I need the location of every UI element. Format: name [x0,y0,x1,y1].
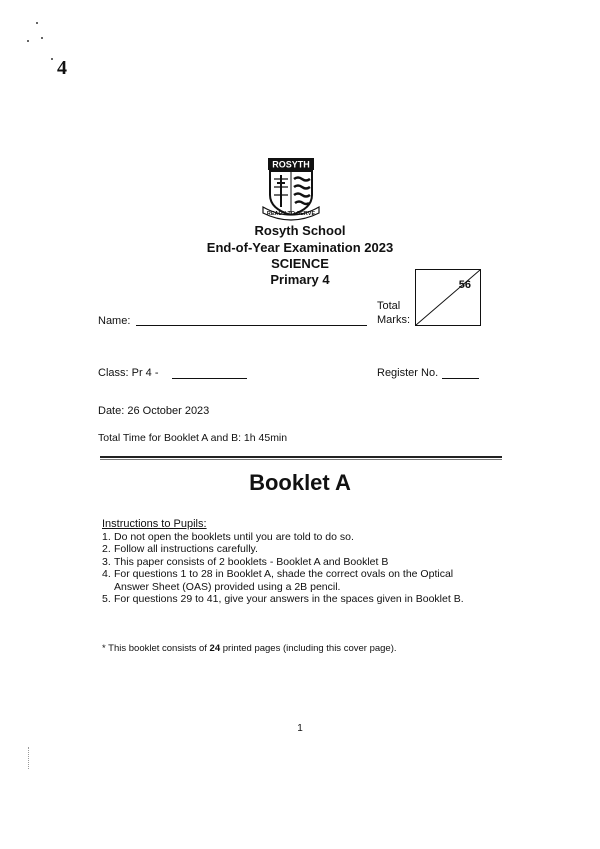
instruction-item [102,568,504,593]
note-suffix: printed pages (including this cover page). [220,643,397,654]
instruction-text: For questions 1 to 28 in Booklet A, shade the correct ovals on the Optical Answer Sheet (OAS) provided using a 2B pencil. [114,568,454,593]
instruction-number: 1. [102,531,111,543]
instruction-text: Follow all instructions carefully. [114,543,258,556]
marks-label: Marks: [377,314,410,326]
register-label: Register No. [377,367,439,379]
register-field-line[interactable] [442,378,479,379]
instruction-item [102,593,504,605]
instruction-number: 4. [102,568,111,581]
scan-speck [41,37,43,39]
note-prefix: * This booklet consists of [102,643,210,654]
total-time: Total Time for Booklet A and B: 1h 45min [98,432,288,444]
footer-page-number: 1 [297,723,303,734]
subject-title: SCIENCE [271,256,329,271]
total-label: Total [377,300,401,312]
scan-speck [36,22,38,24]
level-title: Primary 4 [270,272,330,287]
scan-speck [51,58,53,60]
page-count-note [102,643,397,654]
instructions-list [102,531,504,605]
instruction-text: This paper consists of 2 booklets - Booklet A and Booklet B [114,555,389,568]
instruction-item [102,543,504,555]
svg-text:READY TO SERVE: READY TO SERVE [266,211,316,217]
instruction-text: For questions 29 to 41, give your answers in the spaces given in Booklet B. [114,593,464,606]
page-count: 24 [209,643,221,654]
divider-rule [100,456,502,458]
instruction-number: 5. [102,593,111,606]
instruction-text: Do not open the booklets until you are told to do so. [114,531,354,543]
class-label: Class: Pr 4 - [98,367,159,379]
scan-speck [27,40,29,42]
scan-margin-dots [28,747,30,769]
name-label: Name: [98,315,131,327]
corner-page-number: 4 [57,57,67,79]
school-crest-logo [260,157,322,221]
svg-text:ROSYTH: ROSYTH [272,159,310,170]
total-marks-value: 56 [458,279,471,291]
school-name: Rosyth School [254,223,346,238]
instruction-item [102,556,504,568]
class-field-line[interactable] [172,378,247,379]
exam-title: End-of-Year Examination 2023 [206,240,394,255]
instruction-number: 3. [102,555,111,568]
instruction-item [102,531,504,543]
divider-rule-shadow [100,459,502,460]
name-field-line[interactable] [136,325,367,326]
booklet-title: Booklet A [249,470,351,495]
exam-date: Date: 26 October 2023 [98,405,210,417]
instruction-number: 2. [102,543,111,556]
instructions-heading: Instructions to Pupils: [102,518,207,530]
total-marks-box[interactable] [415,269,481,326]
